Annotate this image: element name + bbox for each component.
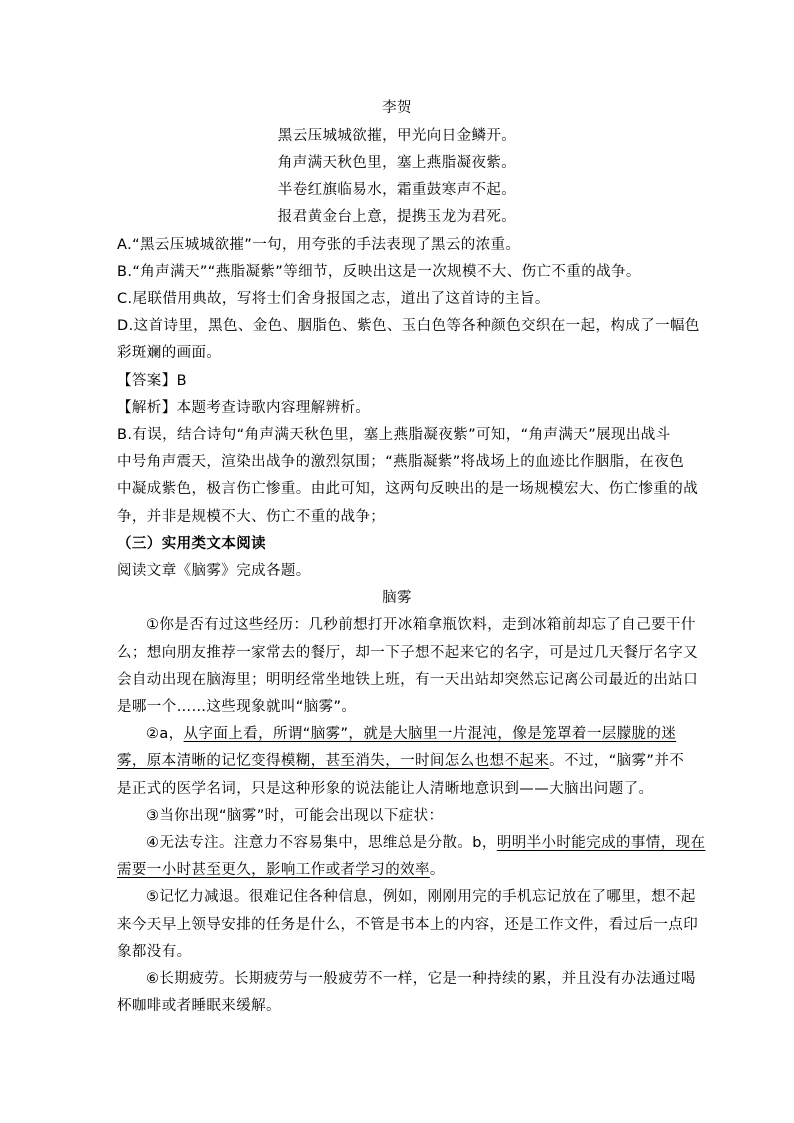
poem-line-3: 半卷红旗临易水，霜重鼓寒声不起。: [277, 182, 517, 198]
option-d-line-1: D.这首诗里，黑色、金色、胭脂色、紫色、玉白色等各种颜色交织在一起，构成了一幅色: [117, 318, 700, 334]
analysis-line-3: 中凝成紫色，极言伤亡惨重。由此可知，这两句反映出的是一场规模宏大、伤亡惨重的战: [117, 481, 699, 497]
underlined-sentence-b: 明明半小时能完成的事情，现在: [496, 835, 706, 851]
paragraph-4-line-2: [117, 858, 445, 879]
poem-line-2: 角声满天秋色里，塞上燕脂凝夜紫。: [277, 155, 517, 171]
paragraph-5-line-2: 来今天早上领导安排的任务是什么，不管是书本上的内容，还是工作文件，看过后一点印: [117, 917, 699, 933]
paragraph-3: ③当你出现“脑雾”时，可能会出现以下症状：: [146, 808, 444, 824]
paragraph-5-line-3: 象都没有。: [117, 944, 192, 960]
option-c: C.尾联借用典故，写将士们舍身报国之志，道出了这首诗的主旨。: [117, 291, 550, 307]
underlined-sentence-b-cont: 需要一小时甚至更久，影响工作或者学习的效率: [117, 862, 430, 878]
answer: 【答案】B: [117, 373, 187, 389]
paragraph-1-line-4: 是哪一个……这些现象就叫“脑雾”。: [117, 699, 357, 715]
paragraph-6-line-2: 杯咖啡或者睡眠来缓解。: [117, 998, 281, 1014]
analysis-head: 【解析】本题考查诗歌内容理解辨析。: [117, 400, 371, 416]
analysis-line-2: 中号角声震天，渲染出战争的激烈氛围；“燕脂凝紫”将战场上的血迹比作胭脂，在夜色: [117, 454, 685, 470]
paragraph-6-line-1: ⑥长期疲劳。长期疲劳与一般疲劳不一样，它是一种持续的累，并且没有办法通过喝: [146, 971, 696, 987]
paragraph-4-end: 。: [429, 862, 445, 878]
underlined-sentence-a: 从字面上看，所谓“脑雾”，就是大脑里一片混沌，像是笼罩着一层朦胧的迷: [183, 726, 677, 742]
option-b: B.“角声满天”“燕脂凝紫”等细节，反映出这是一次规模不大、伤亡不重的战争。: [117, 264, 641, 280]
paragraph-1-line-1: ①你是否有过这些经历：几秒前想打开冰箱拿瓶饮料，走到冰箱前却忘了自己要干什: [146, 617, 696, 633]
analysis-line-4: 争，并非是规模不大、伤亡不重的战争；: [117, 509, 386, 525]
paragraph-2-line-3: 是正式的医学名词，只是这种形象的说法能让人清晰地意识到——大脑出问题了。: [117, 781, 654, 797]
paragraph-4-line-1: [146, 831, 705, 852]
paragraph-2-line-1: [146, 722, 676, 743]
poem-line-1: 黑云压城城欲摧，甲光向日金鳞开。: [277, 128, 517, 144]
option-d-line-2: 彩斑斓的画面。: [117, 345, 222, 361]
analysis-line-1: B.有误，结合诗句“角声满天秋色里，塞上燕脂凝夜紫”可知，“角声满天”展现出战斗: [117, 427, 671, 443]
article-title: 脑雾: [382, 590, 412, 606]
paragraph-4-text: ④无法专注。注意力不容易集中，思维总是分散。b，: [146, 835, 497, 851]
paragraph-1-line-2: 么；想向朋友推荐一家常去的餐厅，却一下子想不起来它的名字，可是过几天餐厅名字又: [117, 645, 699, 661]
blank-marker-a: ②a，: [146, 726, 184, 742]
poem-line-4: 报君黄金台上意，提携玉龙为君死。: [277, 209, 517, 225]
paragraph-2-text: 。不过，“脑雾”并不: [549, 753, 685, 769]
paragraph-1-line-3: 会自动出现在脑海里；明明经常坐地铁上班，有一天出站却突然忘记离公司最近的出站口: [117, 672, 699, 688]
underlined-sentence-a-cont: 雾，原本清晰的记忆变得模糊，甚至消失，一时间怎么也想不起来: [117, 753, 550, 769]
poem-author: 李贺: [382, 100, 412, 116]
section-instruction: 阅读文章《脑雾》完成各题。: [117, 563, 311, 579]
paragraph-2-line-2: [117, 749, 684, 770]
option-a: A.“黑云压城城欲摧”一句，用夸张的手法表现了黑云的浓重。: [117, 237, 521, 253]
section-heading: （三）实用类文本阅读: [117, 536, 266, 552]
paragraph-5-line-1: ⑤记忆力减退。很难记住各种信息，例如，刚刚用完的手机忘记放在了哪里，想不起: [146, 889, 696, 905]
